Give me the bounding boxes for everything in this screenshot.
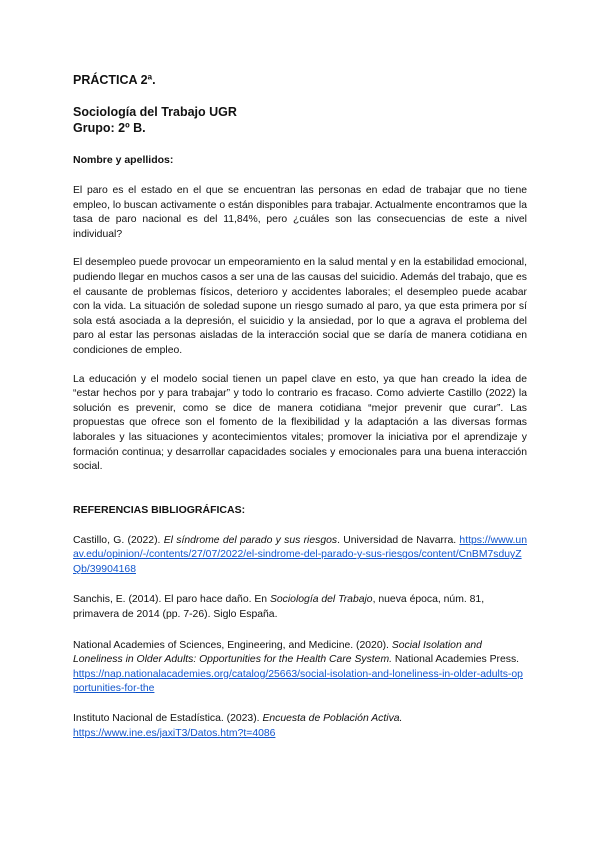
reference-publisher: . Universidad de Navarra.: [337, 534, 457, 546]
reference-publisher: National Academies Press.: [392, 654, 520, 666]
reference-title: Social Isolation and Loneliness in Older Adults: Opportunities for the Health Care System.: [73, 639, 482, 666]
reference-authors: Sanchis, E. (2014). El paro hace daño. En: [73, 594, 270, 606]
reference-authors: Castillo, G. (2022).: [73, 534, 164, 546]
body-paragraph-3: La educación y el modelo social tienen un papel clave en esto, ya que han creado la idea de “estar hechos por y para trabajar” y todo lo contrario es fracaso. Como advierte Castillo (2022) la solución es prevenir, como se dice de manera cotidiana “mejor prevenir que curar”. Las propuestas que ofrece son el fomento de la flexibilidad y la adaptación a las diversas formas laborales y las situaciones y acontecimientos vitales; promover la iniciativa por el aprendizaje y formación continua; y desarrollar capacidades sociales y emocionales para una buena interacción social.: [73, 373, 527, 473]
reference-title: Sociología del Trabajo: [269, 594, 373, 606]
document-content: [73, 72, 527, 741]
reference-authors: Instituto Nacional de Estadística. (2023).: [73, 713, 263, 725]
reference-title: Encuesta de Población Activa.: [262, 713, 403, 725]
reference-item: [73, 593, 527, 622]
group-line: Grupo: 2º B.: [73, 121, 146, 135]
reference-link[interactable]: https://www.unav.edu/opinion/-/contents/27/07/2022/el-sindrome-del-parado-y-sus-riesgos/content/CnBM7sduyZQb/39904168: [73, 534, 527, 575]
subject-line: Sociología del Trabajo UGR: [73, 105, 237, 119]
reference-link[interactable]: https://www.ine.es/jaxiT3/Datos.htm?t=4086: [73, 727, 276, 739]
reference-item: [73, 534, 527, 578]
references-heading: REFERENCIAS BIBLIOGRÁFICAS:: [73, 503, 246, 516]
body-paragraph-1: El paro es el estado en el que se encuentran las personas en edad de trabajar que no tiene empleo, lo buscan activamente o están disponibles para trabajar. Actualmente encontramos que la tasa de paro nacional es del 11,84%, pero ¿cuáles son las consecuencias de este a nivel individual?: [73, 185, 527, 240]
body-paragraph-2: El desempleo puede provocar un empeoramiento en la salud mental y en la estabilidad emocional, pudiendo llegar en muchos casos a ser una de las causas del suicidio. Además del trabajo, que es el causante de problemas físicos, deterioro y accidentes laborales; el desempleo puede acabar con la vida. La situación de soledad supone un riesgo sumado al paro, ya que esta primera por sí sola está asociada a la depresión, el suicidio y la ansiedad, por lo que a agrava el problema del paro al estar las personas aisladas de la interacción social que se daría de manera cotidiana en condiciones de empleo.: [73, 257, 528, 356]
reference-link[interactable]: https://nap.nationalacademies.org/catalog/25663/social-isolation-and-loneliness-in-older-adults-opportunities-for-the: [73, 668, 523, 695]
reference-item: [73, 639, 527, 697]
reference-item: [73, 712, 527, 741]
name-label: Nombre y apellidos:: [73, 154, 174, 166]
reference-publisher: , nueva época, núm. 81, primavera de 2014 (pp. 7-26). Siglo España.: [73, 594, 485, 621]
practice-title: PRÁCTICA 2ª.: [73, 73, 156, 87]
reference-title: El síndrome del parado y sus riesgos: [163, 534, 338, 546]
reference-authors: National Academies of Sciences, Engineering, and Medicine. (2020).: [73, 639, 392, 651]
